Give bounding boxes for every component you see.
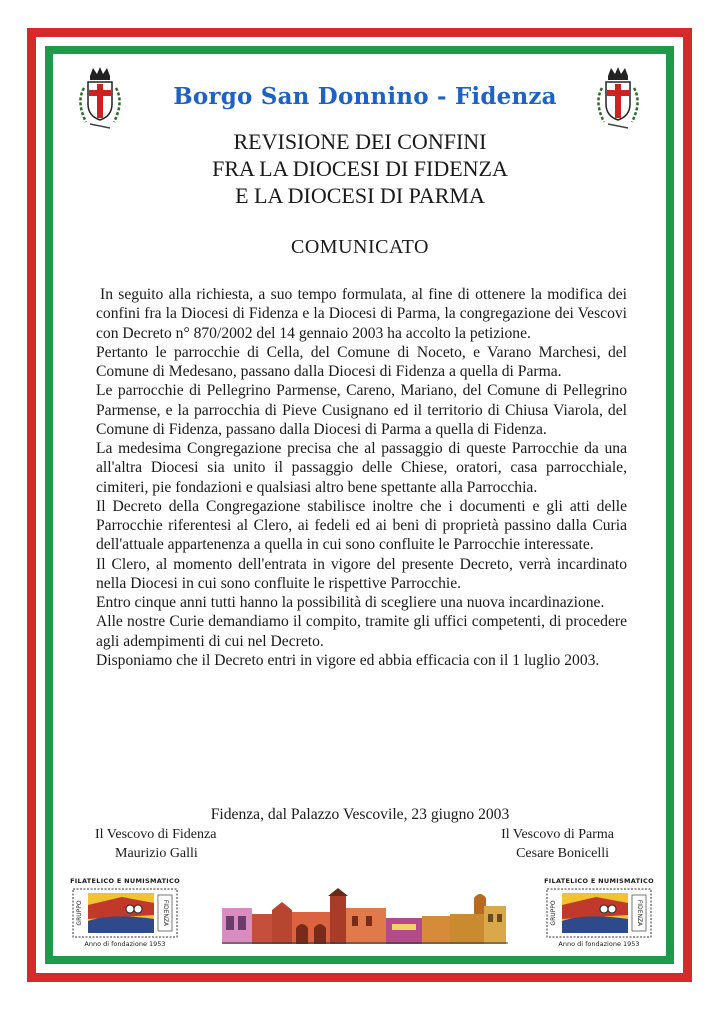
stamp-top-text: FILATELICO E NUMISMATICO bbox=[70, 877, 180, 885]
document-title bbox=[120, 128, 600, 209]
place-date: Fidenza, dal Palazzo Vescovile, 23 giugno 2003 bbox=[210, 806, 510, 823]
stamp-side-text: FIDENZA bbox=[162, 899, 169, 927]
signature-left bbox=[95, 825, 216, 863]
header-title: Borgo San Donnino - Fidenza bbox=[173, 83, 557, 110]
signature-name: Maurizio Galli bbox=[115, 846, 198, 861]
stamp-vertical-text: GRUPPO bbox=[76, 900, 83, 926]
philatelic-stamp bbox=[66, 877, 184, 957]
title-line: E LA DIOCESI DI PARMA bbox=[235, 183, 485, 208]
paragraph: Il Decreto della Congregazione stabilisce inoltre che i documenti e gli atti delle Parrocchie riferentesi al Clero, ai fedeli ed ai beni di proprietà passino dalla Curia dell'attuale appartenenza a quella in cui sono confluite le Parrocchie interessate. bbox=[96, 497, 627, 554]
city-skyline-illustration bbox=[222, 888, 508, 944]
paragraph: In seguito alla richiesta, a suo tempo formulata, al fine di ottenere la modifica dei confini fra la Diocesi di Fidenza e la Diocesi di Parma, la congregazione dei Vescovi con Decreto n° 870/2002 del 14 gennaio 2003 ha accolto la petizione. bbox=[96, 286, 627, 342]
stamp-bottom-text: Anno di fondazione 1953 bbox=[84, 940, 166, 948]
paragraph: Entro cinque anni tutti hanno la possibilità di scegliere una nuova incardinazione. bbox=[96, 594, 605, 611]
paragraph: La medesima Congregazione precisa che al passaggio di queste Parrocchie da una all'altra Diocesi sia unito il passaggio delle Chiese, oratori, casa parrocchiale, cimiteri, pie fondazioni e qualsiasi altro bene spettante alla Parrocchia. bbox=[96, 440, 627, 496]
stamp-vertical-text: GRUPPO bbox=[550, 900, 557, 926]
section-heading: COMUNICATO bbox=[291, 236, 429, 258]
stamp-side-text: FIDENZA bbox=[636, 899, 643, 927]
title-line: REVISIONE DEI CONFINI bbox=[233, 129, 487, 154]
stamp-top-text: FILATELICO E NUMISMATICO bbox=[544, 877, 654, 885]
philatelic-stamp bbox=[540, 877, 658, 957]
signature-role: Il Vescovo di Fidenza bbox=[95, 827, 217, 842]
paragraph: Alle nostre Curie demandiamo il compito, tramite gli uffici competenti, di procedere agli adempimenti di cui nel Decreto. bbox=[96, 613, 627, 650]
paragraph: Disponiamo che il Decreto entri in vigore ed abbia efficacia con il 1 luglio 2003. bbox=[96, 651, 600, 669]
paragraph: Pertanto le parrocchie di Cella, del Comune di Noceto, e Varano Marchesi, del Comune di Medesano, passano dalla Diocesi di Fidenza a quella di Parma. bbox=[96, 343, 627, 380]
paragraph: Le parrocchie di Pellegrino Parmense, Careno, Mariano, del Comune di Pellegrino Parmense, e la parrocchia di Pieve Cusignano ed il territorio di Chiusa Viarola, del Comune di Fidenza, passano dalla Diocesi di Parma a quella di Fidenza. bbox=[96, 382, 627, 438]
signature-right bbox=[480, 825, 614, 863]
coat-of-arms-icon bbox=[588, 66, 648, 132]
signature-role: Il Vescovo di Parma bbox=[501, 827, 614, 842]
coat-of-arms-icon bbox=[70, 66, 130, 132]
paragraph: Il Clero, al momento dell'entrata in vigore del presente Decreto, verrà incardinato nella Diocesi in cui sono confluite le rispettive Parrocchie. bbox=[96, 555, 627, 592]
title-line: FRA LA DIOCESI DI FIDENZA bbox=[212, 156, 508, 181]
document-body bbox=[96, 285, 627, 670]
signature-name: Cesare Bonicelli bbox=[516, 846, 609, 861]
stamp-bottom-text: Anno di fondazione 1953 bbox=[558, 940, 640, 948]
